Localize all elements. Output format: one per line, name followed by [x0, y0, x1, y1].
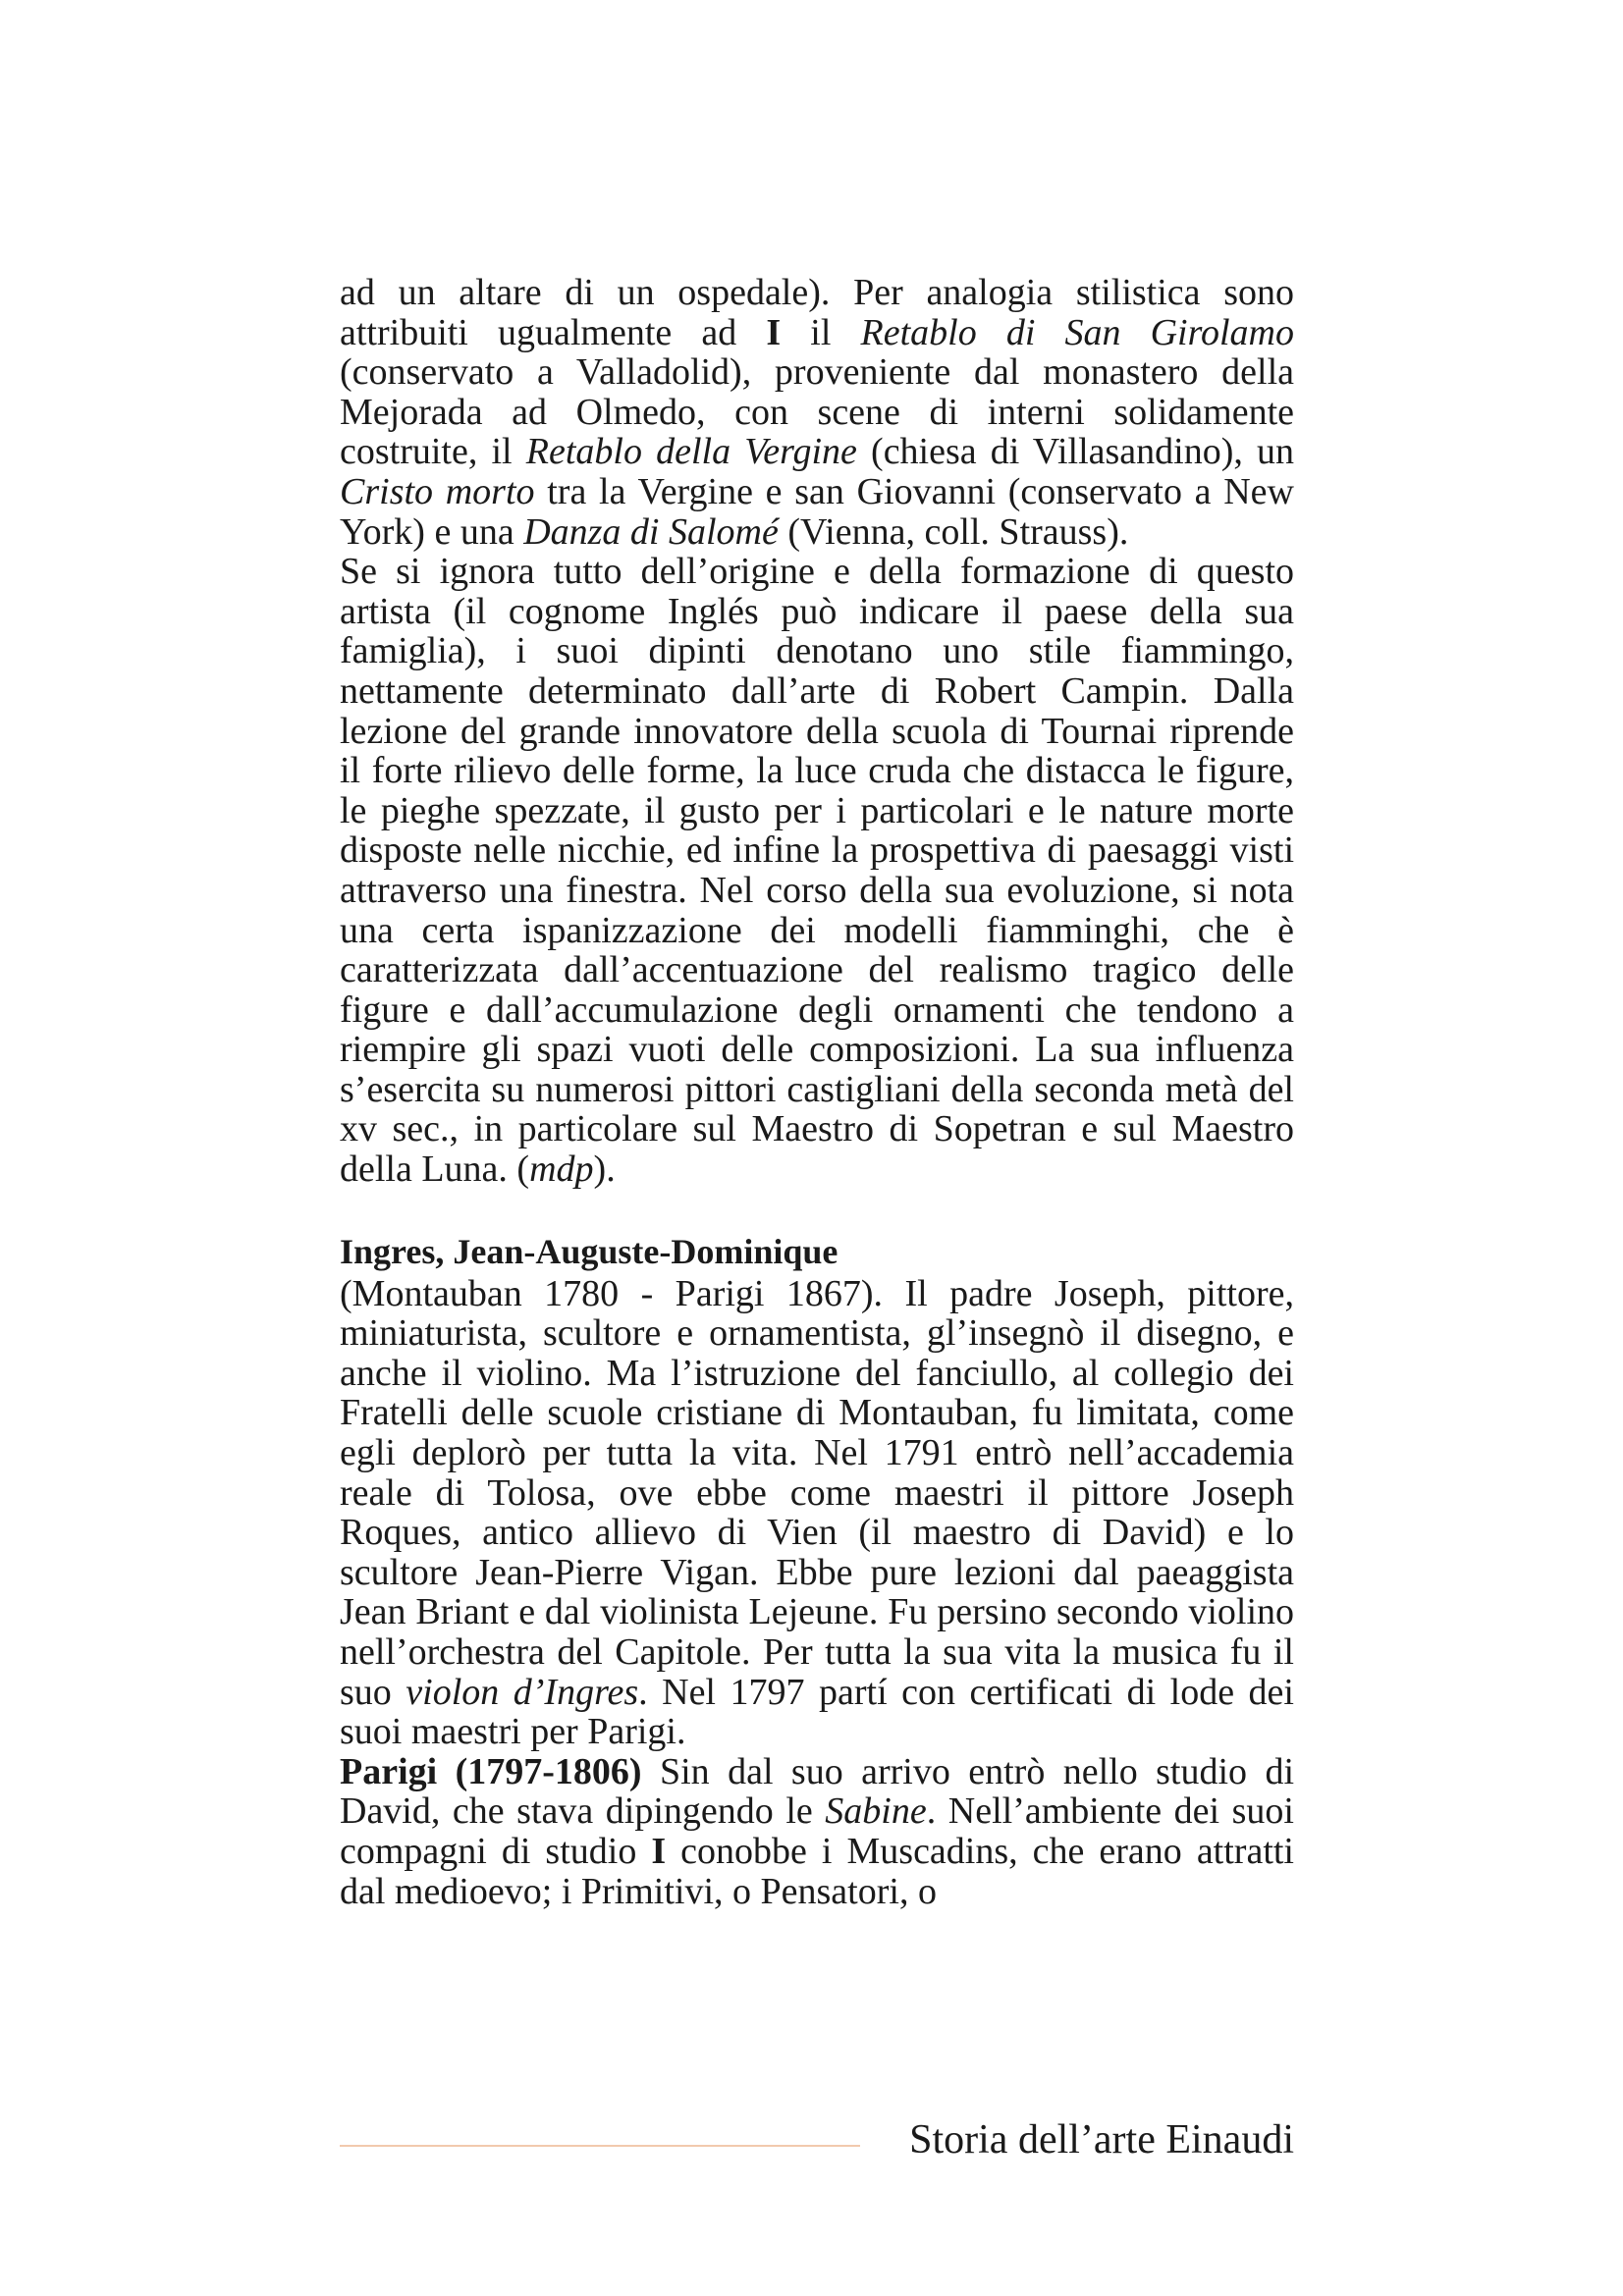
text-segment: ).	[593, 1148, 616, 1191]
page-footer	[340, 2110, 1294, 2169]
text-segment: Cristo morto	[340, 470, 535, 512]
text-segment: Se si ignora tutto dell’origine e della formazione di questo artista (il cognome Inglés può indicare il paese della sua famiglia), i suoi dipinti denotano uno stile fiammingo, nettamente determinato dall’arte di Robert Campin. Dalla lezione del grande innovatore della scuola di Tournai riprende il forte rilievo delle forme, la luce cruda che distacca le figure, le pieghe spezzate, il gusto per i particolari e le nature morte disposte nelle nicchie, ed infine la prospettiva di paesaggi visti attraverso una finestra. Nel corso della sua evoluzione, si nota una certa ispanizzazione dei modelli fiamminghi, che è caratterizzata dall’accentuazione del realismo tragico delle figure e dall’accumulazione degli ornamenti che tendono a riempire gli spazi vuoti delle composizioni. La sua influenza s’esercita su numerosi pittori castigliani della seconda metà del xv sec., in particolare sul Maestro di Sopetran e sul Maestro della Luna. (	[340, 551, 1294, 1191]
entry-heading	[340, 1231, 1294, 1272]
text-segment: . Nell’ambiente dei suoi compagni di studio	[340, 1790, 1294, 1872]
footer-rule	[340, 2145, 860, 2147]
text-segment: (Vienna, coll. Strauss).	[778, 510, 1129, 553]
text-segment: conobbe i Muscadins, che erano attratti dal medioevo; i Primitivi, o Pensatori, o	[340, 1830, 1294, 1912]
text-segment: (chiesa di Villasandino), un	[856, 431, 1294, 473]
text-segment: violon d’Ingres	[406, 1671, 639, 1713]
text-segment: Sabine	[825, 1790, 927, 1833]
text-segment: Parigi (1797-1806)	[340, 1750, 642, 1792]
text-segment: il	[781, 311, 861, 353]
text-segment: Danza di Salomé	[523, 510, 779, 553]
body-paragraph	[340, 1274, 1294, 1752]
text-segment: tra la Vergine e san Giovanni (conservato a New York) e una	[340, 470, 1294, 553]
text-segment: Ingres, Jean-Auguste-Dominique	[340, 1231, 839, 1271]
text-segment: I	[651, 1830, 667, 1872]
text-segment: I	[766, 311, 782, 353]
text-segment: Retablo di San Girolamo	[860, 311, 1294, 353]
text-segment: . Nel 1797 partí con certificati di lode dei suoi maestri per Parigi.	[340, 1671, 1294, 1753]
footer-title: Storia dell’arte Einaudi	[909, 2117, 1294, 2163]
text-segment: (conservato a Valladolid), proveniente dal monastero della Mejorada ad Olmedo, con scene di interni solidamente costruite, il	[340, 351, 1294, 473]
body-paragraph	[340, 1752, 1294, 1911]
body-paragraph	[340, 552, 1294, 1190]
text-segment: Retablo della Vergine	[525, 431, 857, 473]
text-segment: mdp	[529, 1148, 594, 1191]
article-text	[340, 273, 1294, 1911]
body-paragraph	[340, 273, 1294, 552]
text-segment: ad un altare di un ospedale). Per analogia stilistica sono attribuiti ugualmente ad	[340, 272, 1294, 353]
text-segment: Sin dal suo arrivo entrò nello studio di David, che stava dipingendo le	[340, 1750, 1295, 1833]
text-segment: (Montauban 1780 - Parigi 1867). Il padre Joseph, pittore, miniaturista, scultore e ornamentista, gl’insegnò il disegno, e anche il violino. Ma l’istruzione del fanciullo, al collegio dei Fratelli delle scuole cristiane di Montauban, fu limitata, come egli deplorò per tutta la vita. Nel 1791 entrò nell’accademia reale di Tolosa, ove ebbe come maestri il pittore Joseph Roques, antico allievo di Vien (il maestro di David) e lo scultore Jean-Pierre Vigan. Ebbe pure lezioni dal paeaggista Jean Briant e dal violinista Lejeune. Fu persino secondo violino nell’orchestra del Capitole. Per tutta la sua vita la musica fu il suo	[340, 1272, 1294, 1713]
